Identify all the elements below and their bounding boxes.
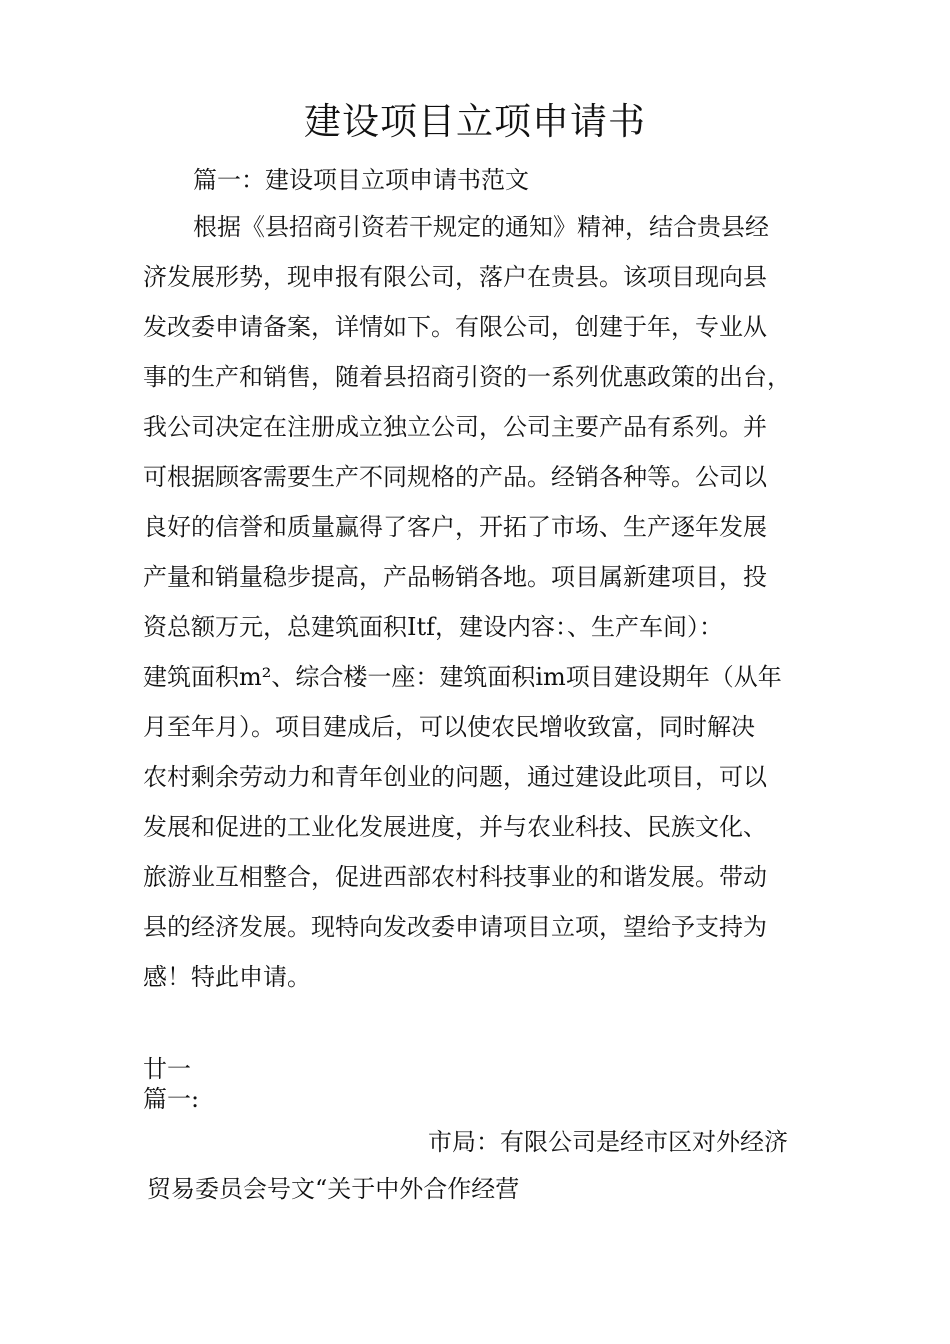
document-title: 建设项目立项申请书 [304,100,646,143]
paragraph-line: 旅游业互相整合，促进西部农村科技事业的和谐发展。带动 [143,863,767,891]
paragraph-line: 可根据顾客需要生产不同规格的产品。经销各种等。公司以 [143,463,767,491]
paragraph-line: 我公司决定在注册成立独立公司，公司主要产品有系列。并 [143,413,767,441]
paragraph-line: 感！特此申请。 [143,963,311,991]
paragraph-line: 农村剩余劳动力和青年创业的问题，通过建设此项目，可以 [143,763,767,791]
paragraph-line: 发展和促进的工业化发展进度，并与农业科技、民族文化、 [143,813,767,841]
paragraph-line: 事的生产和销售，随着县招商引资的一系列优惠政策的出台， [143,363,791,391]
paragraph-line: 良好的信誉和质量赢得了客户，开拓了市场、生产逐年发展 [143,513,767,541]
section-label: 篇一: [143,1085,200,1113]
paragraph-line: 产量和销量稳步提高，产品畅销各地。项目属新建项目，投 [143,563,767,591]
paragraph-line: 根据《县招商引资若干规定的通知》精神，结合贵县经 [193,213,769,241]
paragraph-line: 发改委申请备案，详情如下。有限公司，创建于年，专业从 [143,313,767,341]
document-subtitle: 篇一：建设项目立项申请书范文 [193,166,529,194]
continued-line: 贸易委员会号文“关于中外合作经营 [147,1175,520,1203]
section-mark: 廿一 [143,1055,191,1083]
paragraph-line: 建筑面积m²、综合楼一座：建筑面积im项目建设期年（从年 [143,663,782,691]
continued-line: 市局：有限公司是经市区对外经济 [428,1128,788,1156]
paragraph-line: 月至年月）。项目建成后，可以使农民增收致富，同时解决 [143,713,755,741]
paragraph-line: 县的经济发展。现特向发改委申请项目立项，望给予支持为 [143,913,767,941]
paragraph-line: 济发展形势，现申报有限公司，落户在贵县。该项目现向县 [143,263,767,291]
paragraph-line: 资总额万元，总建筑面积Itf，建设内容：、生产车间）： [143,613,724,641]
